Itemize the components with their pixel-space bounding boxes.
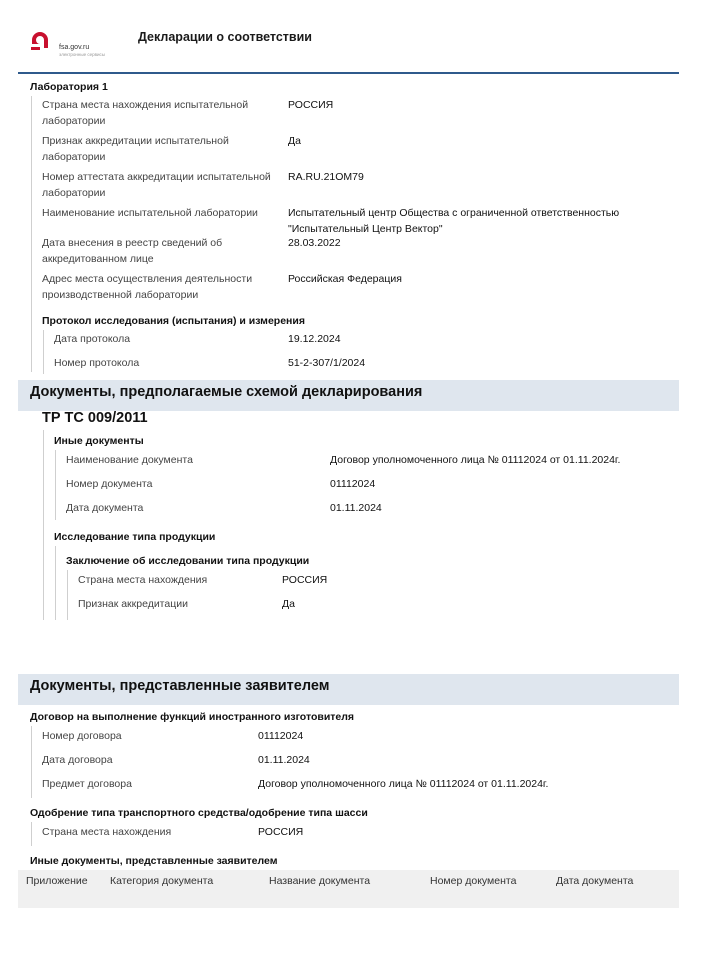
logo-site-text: fsa.gov.ru	[59, 44, 90, 51]
approval-label-country: Страна места нахождения	[42, 826, 172, 838]
lab-label-certificate: Номер аттестата аккредитации испытательной лаборатории	[42, 171, 271, 199]
conclusion-label-accreditation: Признак аккредитации	[78, 598, 188, 610]
page-title: Декларации о соответствии	[138, 30, 312, 44]
column-header-date: Дата документа	[556, 875, 634, 887]
contract-title: Договор на выполнение функций иностранного изготовителя	[30, 711, 355, 723]
conclusion-title: Заключение об исследовании типа продукции	[66, 555, 310, 567]
conclusion-border	[67, 570, 68, 620]
fsa-logo-icon	[28, 28, 52, 52]
type-research-border	[55, 546, 56, 620]
logo-subtitle: электронные сервисы	[59, 52, 106, 57]
contract-label-number: Номер договора	[42, 730, 122, 742]
type-research-title: Исследование типа продукции	[54, 531, 216, 543]
lab-label-name: Наименование испытательной лаборатории	[42, 207, 258, 219]
column-header-category: Категория документа	[110, 875, 214, 887]
lab-value-address: Российская Федерация	[288, 273, 402, 285]
protocol-section-border	[43, 330, 44, 374]
protocol-section-title: Протокол исследования (испытания) и измерения	[42, 315, 305, 327]
protocol-value-number: 51-2-307/1/2024	[288, 357, 366, 369]
other-docs-value-name: Договор уполномоченного лица № 01112024 от 01.11.2024г.	[330, 454, 621, 466]
scheme-docs-title: Документы, предполагаемые схемой декларирования	[30, 384, 423, 400]
approval-border	[31, 822, 32, 846]
other-docs-label-date: Дата документа	[66, 502, 144, 514]
lab-value-certificate: RA.RU.21OM79	[288, 171, 364, 183]
lab-value-country: РОССИЯ	[288, 99, 334, 111]
other-docs-label-name: Наименование документа	[66, 454, 193, 466]
contract-label-date: Дата договора	[42, 754, 113, 766]
lab-value-accreditation: Да	[288, 135, 301, 147]
contract-value-date: 01.11.2024	[258, 754, 310, 766]
other-docs-label-number: Номер документа	[66, 478, 153, 490]
conclusion-value-accreditation: Да	[282, 598, 295, 610]
column-header-name: Название документа	[269, 875, 371, 887]
lab-section-border	[31, 96, 32, 372]
lab-label-registry-date: Дата внесения в реестр сведений об аккредитованном лице	[42, 237, 223, 265]
conclusion-value-country: РОССИЯ	[282, 574, 328, 586]
protocol-label-date: Дата протокола	[54, 333, 131, 345]
applicant-other-title: Иные документы, представленные заявителем	[30, 855, 278, 867]
contract-value-subject: Договор уполномоченного лица № 01112024 от 01.11.2024г.	[258, 778, 549, 790]
protocol-label-number: Номер протокола	[54, 357, 140, 369]
approval-value-country: РОССИЯ	[258, 826, 304, 838]
header-divider	[18, 72, 679, 74]
contract-value-number: 01112024	[258, 730, 304, 742]
conclusion-label-country: Страна места нахождения	[78, 574, 208, 586]
lab-value-registry-date: 28.03.2022	[288, 237, 341, 249]
contract-border	[31, 726, 32, 798]
other-docs-title: Иные документы	[54, 435, 144, 447]
other-docs-value-number: 01112024	[330, 478, 376, 490]
lab-label-accreditation: Признак аккредитации испытательной лаборатории	[42, 135, 229, 163]
lab-label-address: Адрес места осуществления деятельности производственной лаборатории	[42, 273, 253, 301]
other-docs-value-date: 01.11.2024	[330, 502, 382, 514]
applicant-docs-title: Документы, представленные заявителем	[30, 678, 330, 694]
protocol-value-date: 19.12.2024	[288, 333, 341, 345]
column-header-attachment: Приложение	[26, 875, 88, 887]
lab-value-name: Испытательный центр Общества с ограниченной ответственностью "Испытательный Центр Вектор"	[288, 207, 620, 235]
lab-label-country: Страна места нахождения испытательной лаборатории	[42, 99, 249, 127]
contract-label-subject: Предмет договора	[42, 778, 132, 790]
regulation-title: ТР ТС 009/2011	[42, 410, 148, 426]
other-docs-border	[55, 450, 56, 520]
column-header-number: Номер документа	[430, 875, 517, 887]
regulation-border	[43, 430, 44, 620]
approval-title: Одобрение типа транспортного средства/одобрение типа шасси	[30, 807, 368, 819]
lab-section-title: Лаборатория 1	[30, 81, 108, 93]
